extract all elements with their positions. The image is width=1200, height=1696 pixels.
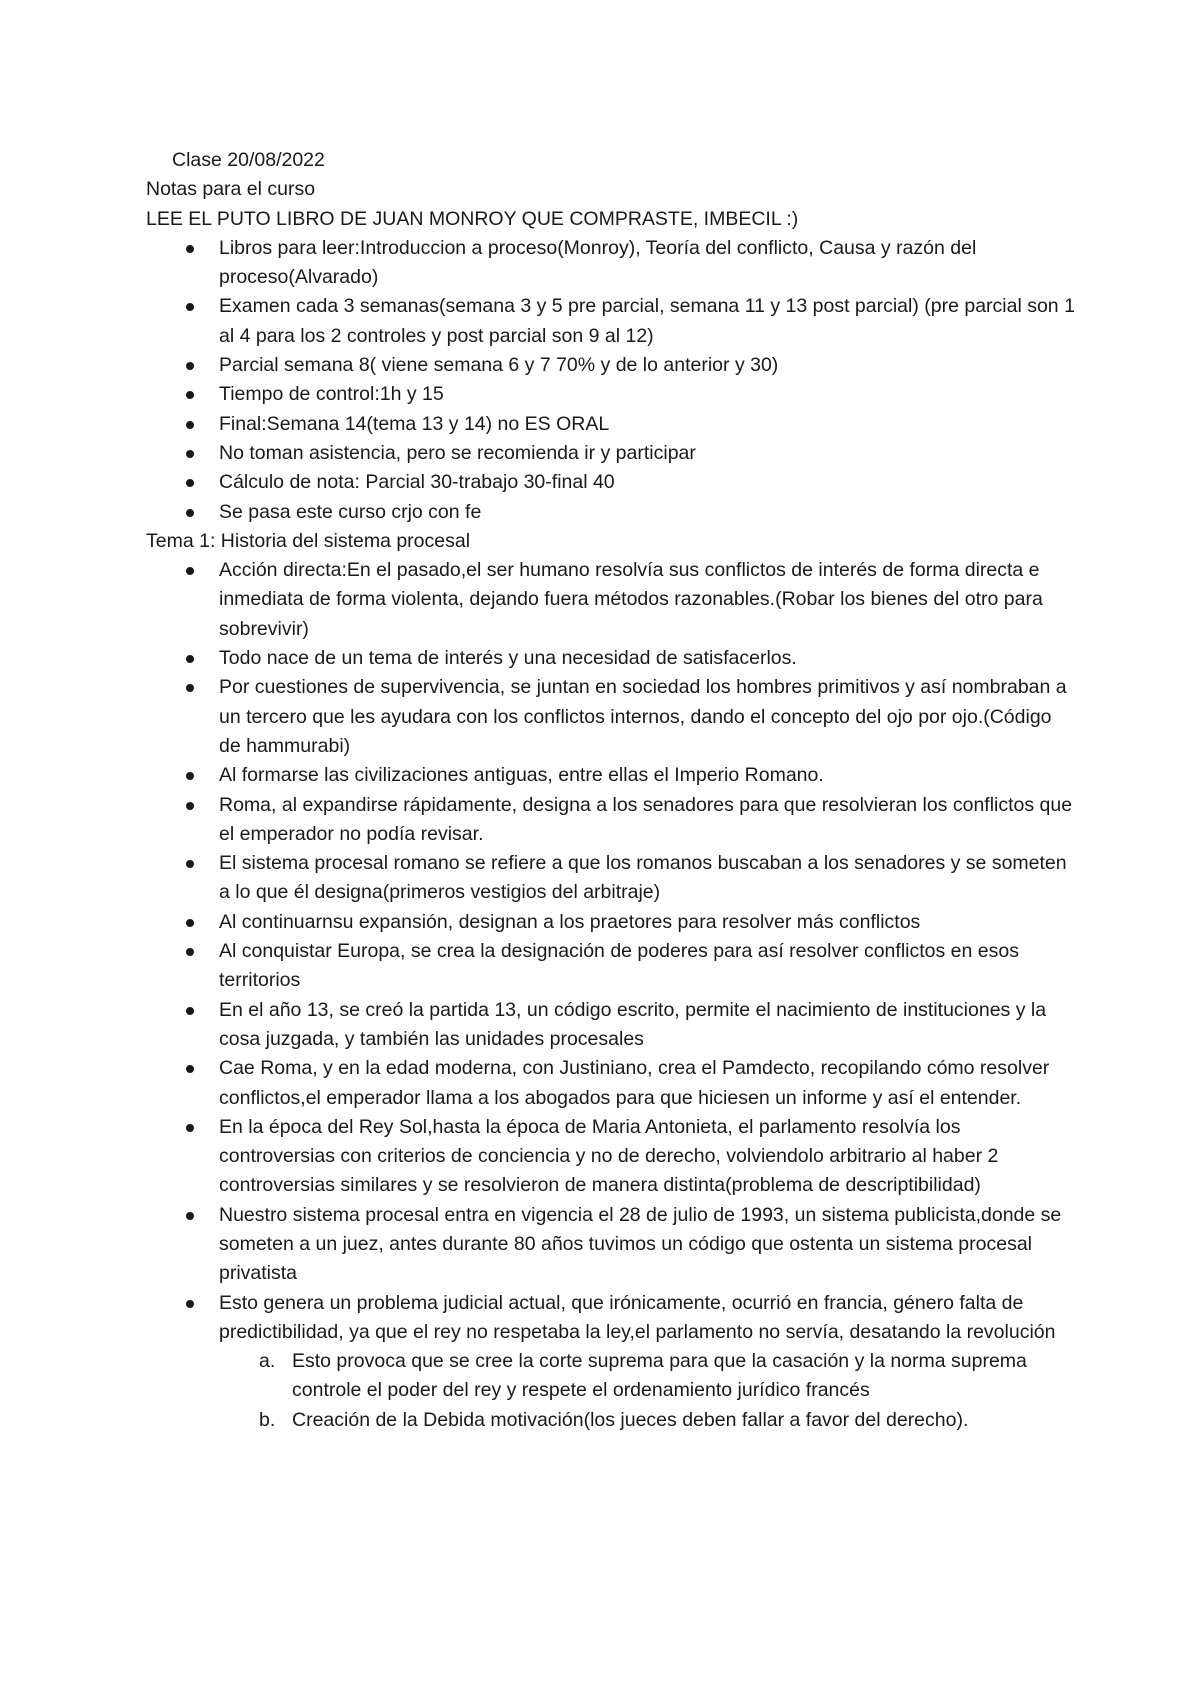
bullet-icon <box>186 479 194 487</box>
list-item <box>146 234 1076 293</box>
list-item <box>146 556 1076 644</box>
list-item-text: Cálculo de nota: Parcial 30-trabajo 30-final 40 <box>219 471 615 494</box>
bullet-icon <box>186 684 194 692</box>
bullet-icon <box>186 948 194 956</box>
bullet-icon <box>186 1065 194 1073</box>
list-item <box>146 1201 1076 1289</box>
sub-list-item <box>219 1406 1076 1435</box>
bullet-icon <box>186 509 194 517</box>
bullet-icon <box>186 802 194 810</box>
list-item-text: El sistema procesal romano se refiere a que los romanos buscaban a los senadores y se someten a lo que él designa(primeros vestigios del arbitraje) <box>219 852 1067 904</box>
list-item <box>146 791 1076 850</box>
list-item-text: Todo nace de un tema de interés y una necesidad de satisfacerlos. <box>219 647 797 670</box>
bullet-icon <box>186 450 194 458</box>
list-item-text: Esto genera un problema judicial actual, que irónicamente, ocurrió en francia, género falta de predictibilidad, ya que el rey no respetaba la ley,el parlamento no servía, desatando la revolución <box>219 1291 1056 1343</box>
list-item-text: Examen cada 3 semanas(semana 3 y 5 pre parcial, semana 11 y 13 post parcial) (pre parcial son 1 al 4 para los 2 controles y post parcial son 9 al 12) <box>219 295 1075 347</box>
list-item-text: En el año 13, se creó la partida 13, un código escrito, permite el nacimiento de instituciones y la cosa juzgada, y también las unidades procesales <box>219 998 1047 1050</box>
list-item-text: Se pasa este curso crjo con fe <box>219 500 482 523</box>
bullet-icon <box>186 1300 194 1308</box>
list-item-text: No toman asistencia, pero se recomienda ir y participar <box>219 441 696 464</box>
list-item <box>146 292 1076 351</box>
list-item <box>146 849 1076 908</box>
list-item-text: Al formarse las civilizaciones antiguas, entre ellas el Imperio Romano. <box>219 764 824 787</box>
topic-list <box>146 556 1076 1435</box>
list-item-text: Por cuestiones de supervivencia, se juntan en sociedad los hombres primitivos y así nombraban a un tercero que les ayudara con los conflictos internos, dando el concepto del ojo por ojo.(Código de hammurabi) <box>219 676 1067 757</box>
list-item-text: Cae Roma, y en la edad moderna, con Justiniano, crea el Pamdecto, recopilando cómo resolver conflictos,el emperador llama a los abogados para que hiciesen un informe y así el entender. <box>219 1057 1050 1109</box>
list-item <box>146 761 1076 790</box>
bullet-icon <box>186 245 194 253</box>
list-item <box>146 908 1076 937</box>
list-item-text: Acción directa:En el pasado,el ser humano resolvía sus conflictos de interés de forma directa e inmediata de forma violenta, dejando fuera métodos razonables.(Robar los bienes del otro para sobrevivir) <box>219 559 1043 640</box>
list-item <box>146 410 1076 439</box>
sub-list-marker: b. <box>259 1408 276 1431</box>
bullet-icon <box>186 860 194 868</box>
list-item-text: Nuestro sistema procesal entra en vigencia el 28 de julio de 1993, un sistema publicista,donde se someten a un juez, antes durante 80 años tuvimos un código que ostenta un sistema procesal privatista <box>219 1203 1062 1285</box>
document-body <box>146 146 1076 1435</box>
list-item <box>146 380 1076 409</box>
sub-list-item <box>219 1347 1076 1406</box>
bullet-icon <box>186 391 194 399</box>
bullet-icon <box>186 303 194 311</box>
course-notes-list <box>146 234 1076 527</box>
bullet-icon <box>186 772 194 780</box>
list-item-text: Al conquistar Europa, se crea la designación de poderes para así resolver conflictos en esos territorios <box>219 940 1019 992</box>
bullet-icon <box>186 567 194 575</box>
section-heading: Tema 1: Historia del sistema procesal <box>146 529 471 552</box>
list-item <box>146 644 1076 673</box>
list-item-text: Final:Semana 14(tema 13 y 14) no ES ORAL <box>219 412 610 435</box>
sub-list <box>219 1347 1076 1435</box>
list-item <box>146 996 1076 1055</box>
sub-list-item-text: Creación de la Debida motivación(los jueces deben fallar a favor del derecho). <box>292 1408 969 1431</box>
list-item <box>146 1054 1076 1113</box>
bullet-icon <box>186 362 194 370</box>
list-item-text: Parcial semana 8( viene semana 6 y 7 70% y de lo anterior y 30) <box>219 354 779 377</box>
list-item <box>146 673 1076 761</box>
reminder-note: LEE EL PUTO LIBRO DE JUAN MONROY QUE COMPRASTE, IMBECIL :) <box>146 207 799 230</box>
list-item-text: Roma, al expandirse rápidamente, designa a los senadores para que resolvieran los conflictos que el emperador no podía revisar. <box>219 793 1073 845</box>
list-item <box>146 937 1076 996</box>
bullet-icon <box>186 655 194 663</box>
bullet-icon <box>186 919 194 927</box>
subtitle: Notas para el curso <box>146 178 316 201</box>
list-item-text: Al continuarnsu expansión, designan a los praetores para resolver más conflictos <box>219 910 921 933</box>
list-item <box>146 1113 1076 1201</box>
bullet-icon <box>186 1212 194 1220</box>
list-item-text: Tiempo de control:1h y 15 <box>219 383 444 406</box>
sub-list-marker: a. <box>259 1350 276 1373</box>
list-item <box>146 468 1076 497</box>
bullet-icon <box>186 421 194 429</box>
page-title: Clase 20/08/2022 <box>172 149 325 171</box>
bullet-icon <box>186 1124 194 1132</box>
list-item-text: En la época del Rey Sol,hasta la época de Maria Antonieta, el parlamento resolvía los controversias con criterios de conciencia y no de derecho, volviendolo arbitrario al haber 2 controversias similares y se resolvieron de manera distinta(problema de descriptibilidad) <box>219 1115 999 1197</box>
bullet-icon <box>186 1007 194 1015</box>
list-item-text: Libros para leer:Introduccion a proceso(Monroy), Teoría del conflicto, Causa y razón del proceso(Alvarado) <box>219 236 977 289</box>
list-item <box>146 1289 1076 1435</box>
list-item <box>146 439 1076 468</box>
list-item <box>146 498 1076 527</box>
list-item <box>146 351 1076 380</box>
sub-list-item-text: Esto provoca que se cree la corte suprema para que la casación y la norma suprema controle el poder del rey y respete el ordenamiento jurídico francés <box>292 1350 1027 1402</box>
